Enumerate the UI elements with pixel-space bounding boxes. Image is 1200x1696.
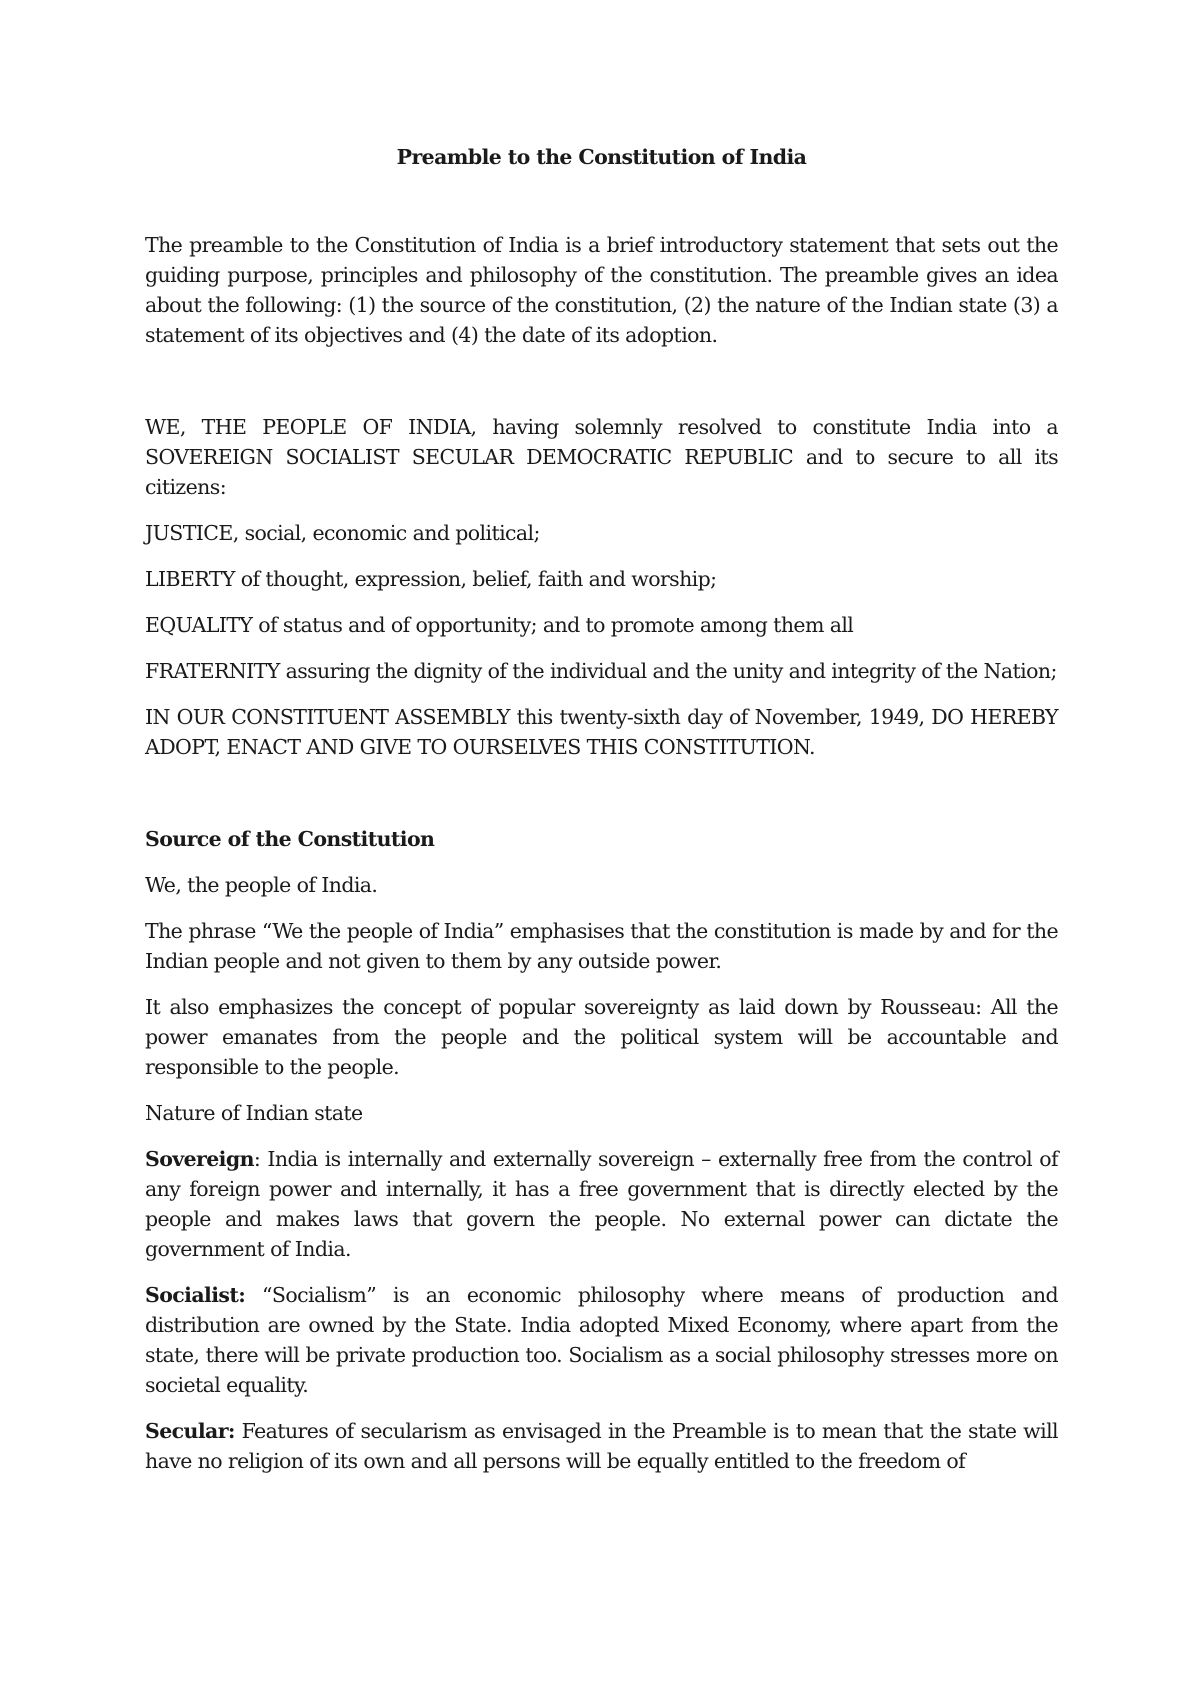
socialist-paragraph: [145, 1280, 1058, 1400]
nature-heading: Nature of Indian state: [145, 1101, 363, 1125]
secular-paragraph: [145, 1416, 1058, 1476]
sovereign-text: : India is internally and externally sovereign – externally free from the control of any foreign power and internally, it has a free government that is directly elected by the people and makes laws that govern the people. No external power can dictate the government of India.: [145, 1147, 1058, 1261]
sovereign-paragraph: [145, 1144, 1058, 1264]
sovereign-term: Sovereign: [145, 1147, 254, 1171]
preamble-liberty: LIBERTY of thought, expression, belief, faith and worship;: [145, 567, 717, 591]
preamble-fraternity: FRATERNITY assuring the dignity of the individual and the unity and integrity of the Nation;: [145, 659, 1057, 683]
preamble-equality: EQUALITY of status and of opportunity; and to promote among them all: [145, 613, 854, 637]
source-heading: Source of the Constitution: [145, 827, 435, 851]
socialist-term: Socialist:: [145, 1283, 246, 1307]
source-line: We, the people of India.: [145, 873, 378, 897]
source-paragraph-2: It also emphasizes the concept of popular sovereignty as laid down by Rousseau: All the power emanates from the people and the political system will be accountable and responsible to the people.: [145, 995, 1058, 1079]
socialist-text: “Socialism” is an economic philosophy where means of production and distribution are owned by the State. India adopted Mixed Economy, where apart from the state, there will be private production too. Socialism as a social philosophy stresses more on societal equality.: [145, 1283, 1058, 1397]
preamble-closing: IN OUR CONSTITUENT ASSEMBLY this twenty-sixth day of November, 1949, DO HEREBY ADOPT, ENACT AND GIVE TO OURSELVES THIS CONSTITUTION.: [145, 705, 1058, 759]
page-title: Preamble to the Constitution of India: [396, 145, 807, 169]
secular-text: Features of secularism as envisaged in the Preamble is to mean that the state will have no religion of its own and all persons will be equally entitled to the freedom of: [145, 1419, 1058, 1473]
preamble-opening: WE, THE PEOPLE OF INDIA, having solemnly resolved to constitute India into a SOVEREIGN SOCIALIST SECULAR DEMOCRATIC REPUBLIC and to secure to all its citizens:: [145, 415, 1058, 499]
preamble-justice: JUSTICE, social, economic and political;: [145, 521, 540, 545]
secular-term: Secular:: [145, 1419, 235, 1443]
source-paragraph-1: The phrase “We the people of India” emphasises that the constitution is made by and for the Indian people and not given to them by any outside power.: [145, 919, 1058, 973]
document-page: [145, 142, 1058, 1492]
intro-paragraph: The preamble to the Constitution of India is a brief introductory statement that sets out the guiding purpose, principles and philosophy of the constitution. The preamble gives an idea about the following: (1) the source of the constitution, (2) the nature of the Indian state (3) a statement of its objectives and (4) the date of its adoption.: [145, 233, 1058, 347]
